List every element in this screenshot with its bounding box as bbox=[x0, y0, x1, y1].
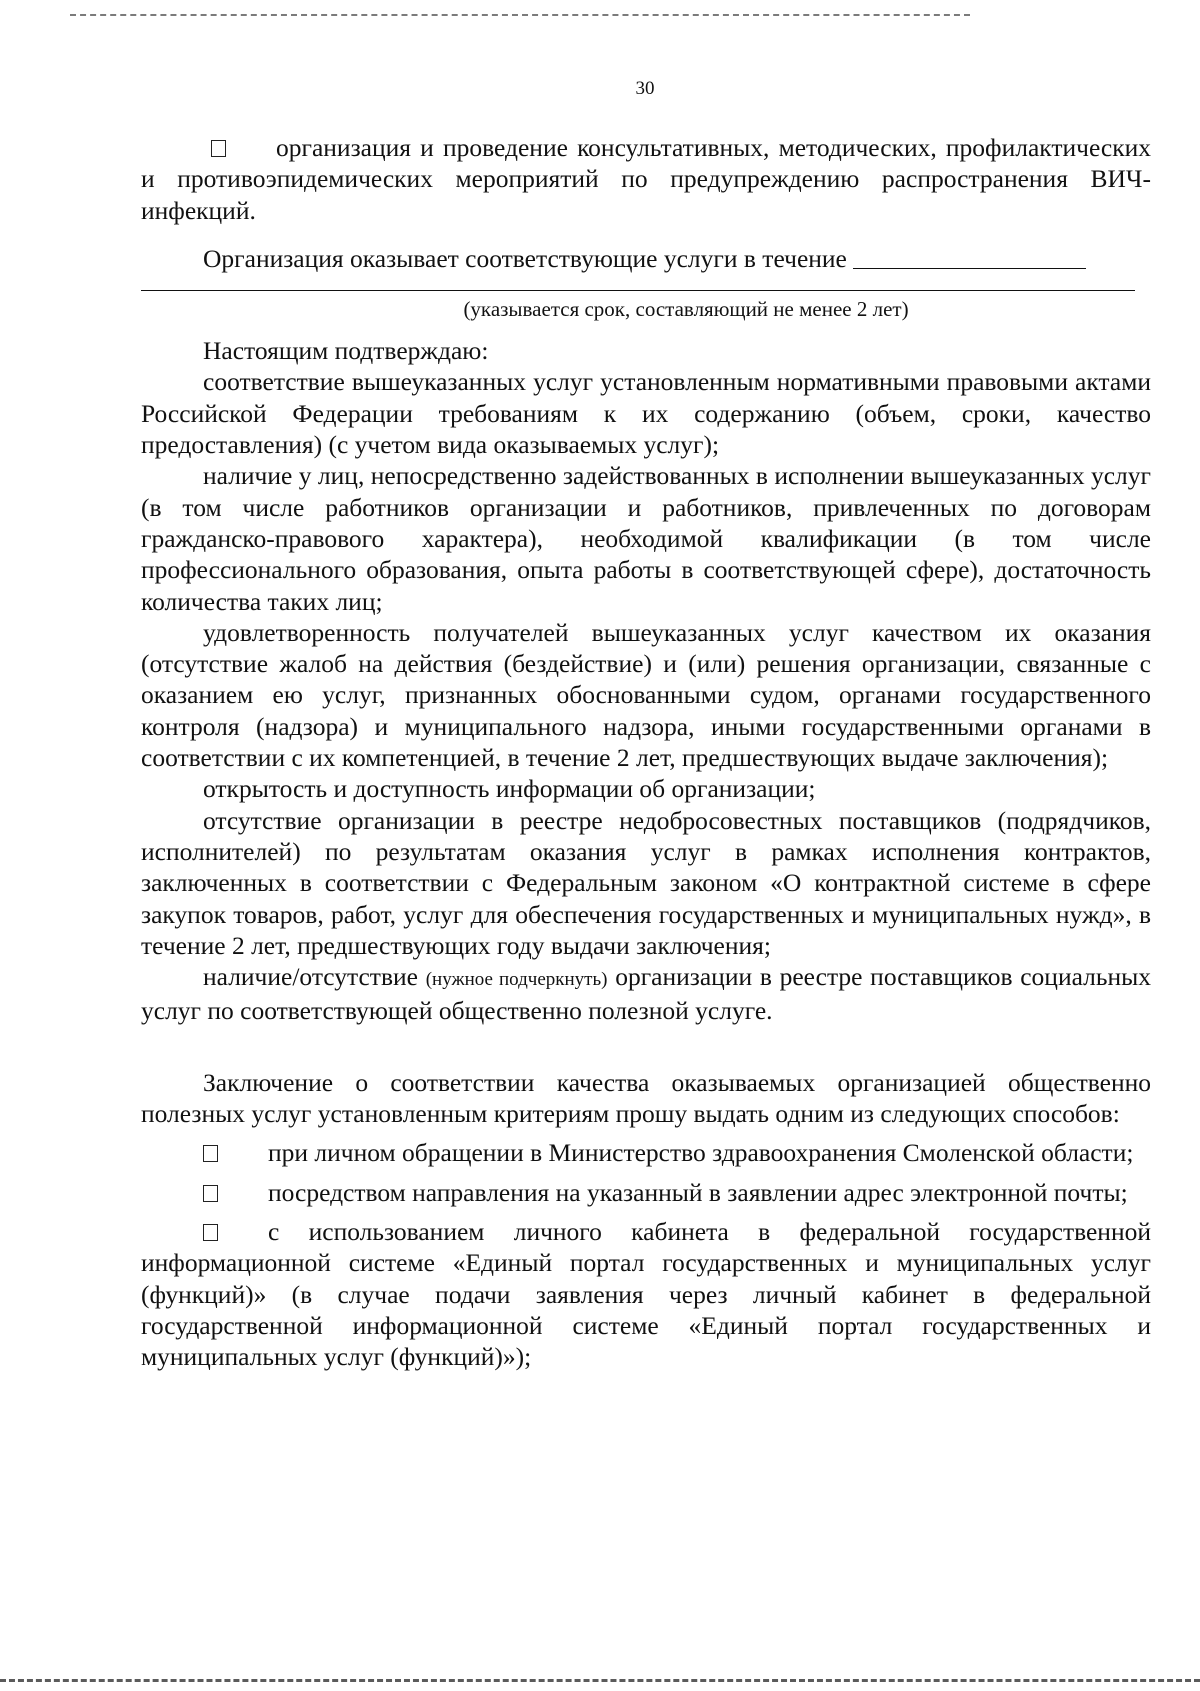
delivery-option-email bbox=[141, 1177, 1151, 1208]
confirm-item-satisfaction: удовлетворенность получателей вышеуказанных услуг качеством их оказания (отсутствие жалоб на действия (бездействие) и (или) решения организации, связанные с оказанием ею услуг, признанных обоснованными судом, органами государственного контроля (надзора) и муниципального надзора, иными государственными органами в соответствии с их компетенцией, в течение 2 лет, предшествующих выдаче заключения); bbox=[141, 617, 1151, 773]
confirm-item-registry: отсутствие организации в реестре недобросовестных поставщиков (подрядчиков, исполнителей) по результатам оказания услуг в рамках исполнения контрактов, заключенных в соответствии с Федеральным законом «О контрактной системе в сфере закупок товаров, работ, услуг для обеспечения государственных и муниципальных нужд», в течение 2 лет, предшествующих году выдачи заключения; bbox=[141, 805, 1151, 960]
conclusion-intro: Заключение о соответствии качества оказываемых организацией общественно полезных услуг установленным критериям прошу выдать одним из следующих способов: bbox=[141, 1067, 1151, 1129]
confirm-item-social-registry bbox=[141, 961, 1151, 1027]
delivery-option-in-person-text: при личном обращении в Министерство здравоохранения Смоленской области; bbox=[268, 1138, 1134, 1168]
checkbox-hiv-prevention[interactable] bbox=[211, 140, 226, 157]
service-period-note: (указывается срок, составляющий не менее 2 лет) bbox=[463, 297, 909, 322]
confirm-item-qualification: наличие у лиц, непосредственно задействованных в исполнении вышеуказанных услуг (в том числе работников организации и работников, привлеченных по договорам гражданско-правового характера), необходимой квалификации (в том числе профессионального образования, опыта работы в соответствующей сфере), достаточность количества таких лиц; bbox=[141, 461, 1151, 616]
registry-prefix: наличие/отсутствие bbox=[203, 962, 418, 992]
scan-artifact-top bbox=[70, 14, 970, 16]
paragraph-hiv-prevention bbox=[141, 132, 1151, 226]
confirm-item-compliance: соответствие вышеуказанных услуг установленным нормативными правовыми актами Российской Федерации требованиям к их содержанию (объем, сроки, качество предоставления) (с учетом вида оказываемых услуг); bbox=[141, 367, 1151, 460]
service-period-line bbox=[141, 243, 1151, 274]
registry-suffix: организации в реестре поставщиков социальных услуг по соответствующей общественно полезной услуге. bbox=[141, 962, 1152, 1026]
checkbox-email[interactable] bbox=[203, 1185, 218, 1202]
paragraph-hiv-prevention-text: организация и проведение консультативных, методических, профилактических и противоэпидемических мероприятий по предупреждению распространения ВИЧ-инфекций. bbox=[141, 133, 1151, 225]
checkbox-portal[interactable] bbox=[203, 1224, 218, 1241]
delivery-option-portal bbox=[141, 1216, 1151, 1372]
service-period-blank[interactable] bbox=[853, 248, 1086, 269]
service-period-text: Организация оказывает соответствующие услуги в течение bbox=[203, 243, 847, 273]
service-period-blank-line[interactable] bbox=[141, 274, 1135, 291]
checkbox-in-person[interactable] bbox=[203, 1145, 218, 1162]
scan-artifact-bottom bbox=[0, 1679, 1200, 1682]
registry-note: (нужное подчеркнуть) bbox=[425, 969, 608, 991]
confirm-heading: Настоящим подтверждаю: bbox=[203, 336, 489, 366]
delivery-option-email-text: посредством направления на указанный в заявлении адрес электронной почты; bbox=[268, 1177, 1128, 1207]
delivery-option-portal-text: с использованием личного кабинета в федеральной государственной информационной системе «Единый портал государственных и муниципальных услуг (функций)» (в случае подачи заявления через личный кабинет в федеральной государственной информационной системе «Единый портал государственных и муниципальных услуг (функций)»); bbox=[141, 1216, 1151, 1372]
page-number: 30 bbox=[635, 78, 655, 99]
document-body bbox=[141, 132, 1151, 1372]
delivery-option-in-person bbox=[141, 1137, 1151, 1168]
confirm-item-openness: открытость и доступность информации об организации; bbox=[203, 774, 816, 804]
